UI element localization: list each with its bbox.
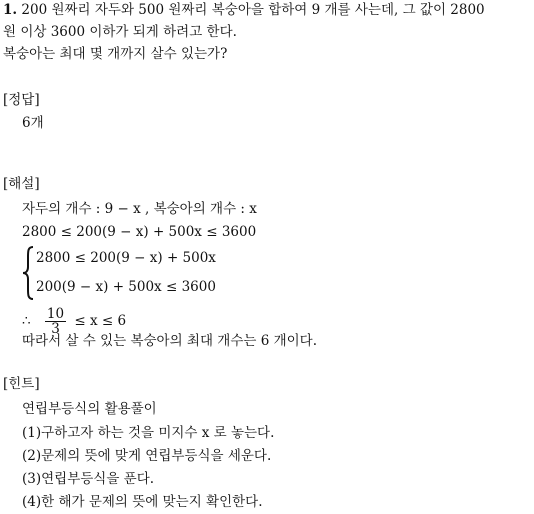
range-rest: ≤ x ≤ 6: [74, 313, 127, 329]
answer-label: [정답]: [3, 92, 40, 108]
fraction-numerator: 10: [46, 306, 65, 322]
problem-line-3: 복숭아는 최대 몇 개까지 살수 있는가?: [3, 46, 228, 62]
system-line-2: 200(9 − x) + 500x ≤ 3600: [36, 279, 216, 295]
answer-value: 6개: [22, 115, 44, 131]
hint-title: 연립부등식의 활용풀이: [22, 401, 157, 417]
problem-line-1: [3, 0, 485, 20]
problem-number: 1.: [3, 2, 18, 18]
solution-inequality: 2800 ≤ 200(9 − x) + 500x ≤ 3600: [22, 224, 257, 240]
solution-setup: 자두의 개수 : 9 − x , 복숭아의 개수 : x: [22, 201, 257, 217]
hint-step-2: (2)문제의 뜻에 맞게 연립부등식을 세운다.: [22, 448, 272, 464]
solution-conclusion: 따라서 살 수 있는 복숭아의 최대 개수는 6 개이다.: [22, 333, 317, 349]
therefore-symbol: ∴: [22, 313, 31, 329]
problem-text-1: 200 원짜리 자두와 500 원짜리 복숭아을 합하여 9 개를 사는데, 그 값이 2800: [21, 2, 485, 18]
solution-label: [해설]: [3, 176, 40, 192]
hint-step-4: (4)한 해가 문제의 뜻에 맞는지 확인한다.: [22, 494, 263, 510]
hint-step-1: (1)구하고자 하는 것을 미지수 x 로 놓는다.: [22, 425, 275, 441]
inequality-system: [22, 245, 282, 299]
hint-step-3: (3)연립부등식을 푼다.: [22, 471, 155, 487]
left-brace-icon: [22, 245, 36, 301]
fraction-denominator: 3: [51, 321, 60, 337]
problem-line-2: 원 이상 3600 이하가 되게 하려고 한다.: [3, 24, 237, 40]
hint-label: [힌트]: [3, 376, 40, 392]
system-line-1: 2800 ≤ 200(9 − x) + 500x: [36, 250, 216, 266]
